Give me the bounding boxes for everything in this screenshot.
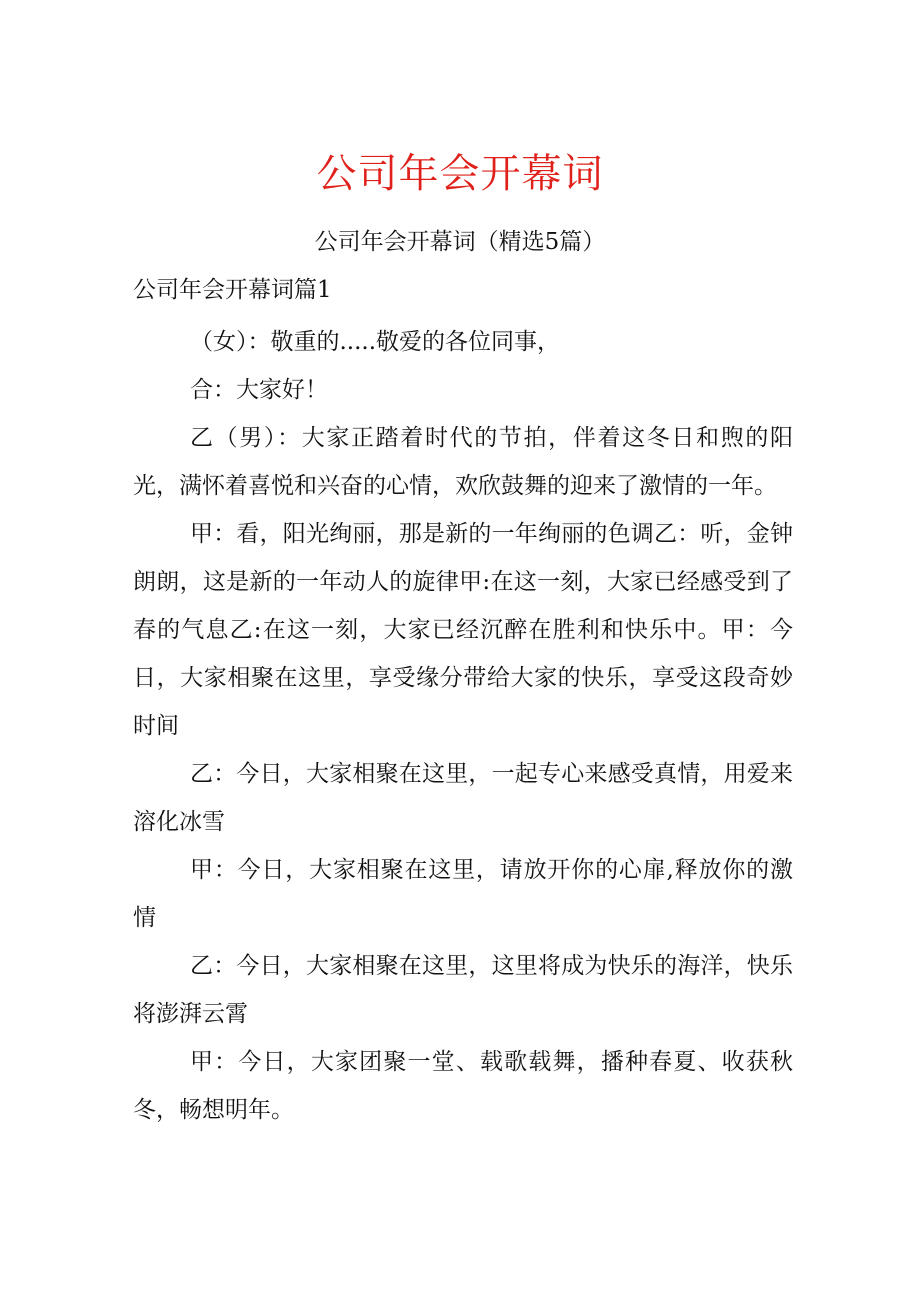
paragraph-dialogue: 甲：看，阳光绚丽，那是新的一年绚丽的色调乙：听，金钟朗朗，这是新的一年动人的旋律甲:在这一刻，大家已经感受到了春的气息乙:在这一刻，大家已经沉醉在胜利和快乐中。甲：今日，大家相聚在这里，享受缘分带给大家的快乐，享受这段奇妙时间 xyxy=(133,521,793,739)
paragraph-greeting-together: 合：大家好！ xyxy=(190,377,328,403)
paragraph-intro: 乙（男）：大家正踏着时代的节拍，伴着这冬日和煦的阳光，满怀着喜悦和兴奋的心情，欢欣鼓舞的迎来了激情的一年。 xyxy=(133,425,793,499)
document-title: 公司年会开幕词 xyxy=(316,151,604,197)
paragraph-ocean: 乙：今日，大家相聚在这里，这里将成为快乐的海洋，快乐将澎湃云霄 xyxy=(133,953,793,1027)
paragraph-feel-true: 乙：今日，大家相聚在这里，一起专心来感受真情，用爱来溶化冰雪 xyxy=(133,761,793,835)
paragraph-greeting-female: （女）：敬重的.....敬爱的各位同事， xyxy=(190,329,561,355)
paragraph-open-heart: 甲：今日，大家相聚在这里，请放开你的心扉,释放你的激情 xyxy=(133,857,793,931)
body-text xyxy=(133,318,793,1134)
paragraph-gather: 甲：今日，大家团聚一堂、载歌载舞，播种春夏、收获秋冬，畅想明年。 xyxy=(133,1049,793,1123)
document-subtitle: 公司年会开幕词（精选5篇） xyxy=(314,229,606,255)
section-heading: 公司年会开幕词篇1 xyxy=(133,277,332,303)
